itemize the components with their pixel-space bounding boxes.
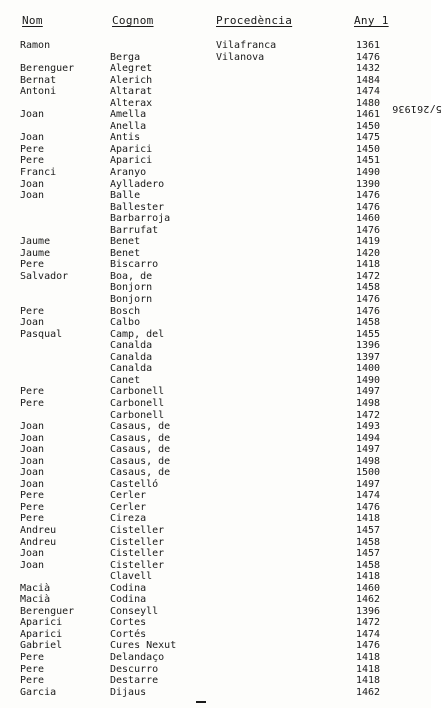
table-row (0, 513, 431, 525)
cell-nom: Joan (20, 109, 45, 121)
table-row (0, 63, 431, 75)
cell-cognom: Destarre (110, 675, 159, 687)
table-row (0, 640, 431, 652)
cell-nom: Aparici (20, 628, 63, 640)
cell-nom: Salvador (20, 270, 69, 282)
cell-any: 1494 (356, 432, 381, 444)
cell-any: 1476 (356, 501, 381, 513)
cell-nom: Pere (20, 501, 45, 513)
table-row (0, 363, 431, 375)
cell-cognom: Cerler (110, 501, 147, 513)
cell-cognom: Aparici (110, 143, 153, 155)
cell-nom: Andreu (20, 524, 57, 536)
cell-any: 1476 (356, 51, 381, 63)
cell-cognom: Carbonell (110, 386, 165, 398)
cell-any: 1418 (356, 663, 381, 675)
cell-cognom: Berga (110, 51, 141, 63)
cell-cognom: Balle (110, 190, 141, 202)
table-row (0, 571, 431, 583)
cell-any: 1418 (356, 259, 381, 271)
cell-cognom: Descurro (110, 663, 159, 675)
cell-nom: Pere (20, 513, 45, 525)
table-row (0, 617, 431, 629)
cell-any: 1457 (356, 548, 381, 560)
cell-nom: Antoni (20, 86, 57, 98)
cell-any: 1490 (356, 167, 381, 179)
cell-any: 1458 (356, 317, 381, 329)
table-row (0, 398, 431, 410)
cell-any: 1474 (356, 628, 381, 640)
table-row (0, 236, 431, 248)
cell-nom: Garcia (20, 686, 57, 698)
table-row (0, 490, 431, 502)
cell-cognom: Cerler (110, 490, 147, 502)
cell-any: 1458 (356, 536, 381, 548)
cell-any: 1476 (356, 305, 381, 317)
cell-any: 1450 (356, 120, 381, 132)
cell-nom: Ramon (20, 40, 51, 51)
cell-nom: Berenguer (20, 605, 75, 617)
cell-cognom: Casaus, de (110, 467, 171, 479)
cell-any: 1418 (356, 675, 381, 687)
cell-cognom: Biscarro (110, 259, 159, 271)
table-row (0, 675, 431, 687)
cell-any: 1461 (356, 109, 381, 121)
cell-cognom: Benet (110, 236, 141, 248)
cell-cognom: Cortes (110, 617, 147, 629)
cell-nom: Joan (20, 432, 45, 444)
table-row (0, 467, 431, 479)
cell-cognom: Aranyo (110, 167, 147, 179)
cell-any: 1396 (356, 340, 381, 352)
cell-nom: Joan (20, 444, 45, 456)
cell-any: 1498 (356, 397, 381, 409)
cell-nom: Franci (20, 167, 57, 179)
cell-nom: Joan (20, 455, 45, 467)
table-row (0, 75, 431, 87)
cell-cognom: Altarat (110, 86, 153, 98)
cell-cognom: Conseyll (110, 605, 159, 617)
table-row (0, 375, 431, 387)
table-row (0, 652, 431, 664)
table-row (0, 294, 431, 306)
page-footer-mark (196, 701, 206, 707)
header-any: Any 1 (354, 14, 389, 27)
cell-any: 1460 (356, 213, 381, 225)
cell-nom: Joan (20, 467, 45, 479)
cell-any: 1476 (356, 640, 381, 652)
cell-any: 1493 (356, 421, 381, 433)
cell-cognom: Casaus, de (110, 432, 171, 444)
table-row (0, 433, 431, 445)
table-row (0, 352, 431, 364)
cell-cognom: Bosch (110, 305, 141, 317)
cell-any: 1500 (356, 467, 381, 479)
cell-nom: Pere (20, 663, 45, 675)
cell-nom: Jaume (20, 247, 51, 259)
cell-any: 1498 (356, 455, 381, 467)
cell-cognom: Anella (110, 120, 147, 132)
cell-nom: Berenguer (20, 63, 75, 75)
table-row (0, 687, 431, 699)
table-row (0, 594, 431, 606)
cell-nom: Joan (20, 478, 45, 490)
cell-nom: Joan (20, 132, 45, 144)
cell-procedencia: Vilanova (216, 51, 265, 63)
table-row (0, 317, 431, 329)
cell-cognom: Delandaço (110, 651, 165, 663)
cell-any: 1484 (356, 74, 381, 86)
cell-cognom: Cisteller (110, 559, 165, 571)
table-row (0, 98, 431, 110)
header-nom: Nom (22, 14, 43, 27)
cell-nom: Pere (20, 155, 45, 167)
cell-cognom: Benet (110, 247, 141, 259)
cell-any: 1460 (356, 582, 381, 594)
table-row (0, 548, 431, 560)
table-row (0, 664, 431, 676)
cell-nom: Pere (20, 305, 45, 317)
cell-any: 1462 (356, 686, 381, 698)
cell-cognom: Barrufat (110, 224, 159, 236)
cell-nom: Joan (20, 421, 45, 433)
cell-cognom: Canalda (110, 340, 153, 352)
table-row (0, 306, 431, 318)
cell-any: 1472 (356, 409, 381, 421)
table-row (0, 40, 431, 52)
cell-nom: Joan (20, 317, 45, 329)
cell-nom: Joan (20, 178, 45, 190)
cell-cognom: Camp, del (110, 328, 165, 340)
table-row (0, 456, 431, 468)
cell-any: 1480 (356, 97, 381, 109)
table-row (0, 444, 431, 456)
cell-any: 1490 (356, 374, 381, 386)
table-row (0, 386, 431, 398)
table-row (0, 537, 431, 549)
cell-cognom: Aparici (110, 155, 153, 167)
cell-nom: Bernat (20, 74, 57, 86)
cell-nom: Joan (20, 559, 45, 571)
cell-cognom: Codina (110, 582, 147, 594)
table-row (0, 329, 431, 341)
cell-cognom: Barbarroja (110, 213, 171, 225)
cell-any: 1400 (356, 363, 381, 375)
table-row (0, 560, 431, 572)
cell-any: 1455 (356, 328, 381, 340)
cell-any: 1397 (356, 351, 381, 363)
table-row (0, 155, 431, 167)
cell-any: 1476 (356, 201, 381, 213)
cell-any: 1396 (356, 605, 381, 617)
table-row (0, 109, 431, 121)
cell-cognom: Bonjorn (110, 282, 153, 294)
table-row (0, 121, 431, 133)
cell-nom: Aparici (20, 617, 63, 629)
table-row (0, 225, 431, 237)
table-row (0, 167, 431, 179)
cell-cognom: Carbonell (110, 409, 165, 421)
table-row (0, 132, 431, 144)
cell-cognom: Cisteller (110, 548, 165, 560)
cell-any: 1458 (356, 282, 381, 294)
table-row (0, 479, 431, 491)
cell-any: 1418 (356, 571, 381, 583)
cell-any: 1497 (356, 386, 381, 398)
cell-any: 1451 (356, 155, 381, 167)
cell-cognom: Castelló (110, 478, 159, 490)
cell-cognom: Cortés (110, 628, 147, 640)
table-row (0, 52, 431, 64)
cell-cognom: Canalda (110, 351, 153, 363)
cell-any: 1475 (356, 132, 381, 144)
cell-any: 1476 (356, 294, 381, 306)
cell-nom: Gabriel (20, 640, 63, 652)
cell-cognom: Carbonell (110, 397, 165, 409)
cell-nom: Pere (20, 675, 45, 687)
cell-nom: Pere (20, 651, 45, 663)
cell-nom: Jaume (20, 236, 51, 248)
cell-procedencia: Vilafranca (216, 40, 277, 51)
cell-cognom: Codina (110, 594, 147, 606)
cell-cognom: Ballester (110, 201, 165, 213)
cell-any: 1450 (356, 143, 381, 155)
table-row (0, 259, 431, 271)
table-row (0, 202, 431, 214)
table-row (0, 179, 431, 191)
cell-any: 1432 (356, 63, 381, 75)
cell-cognom: Cures Nexut (110, 640, 177, 652)
cell-cognom: Dijaus (110, 686, 147, 698)
records-list (0, 40, 431, 698)
cell-cognom: Cisteller (110, 524, 165, 536)
cell-cognom: Clavell (110, 571, 153, 583)
cell-any: 1418 (356, 513, 381, 525)
cell-any: 1474 (356, 86, 381, 98)
margin-annotation: 5/261936 (392, 103, 442, 114)
cell-cognom: Cisteller (110, 536, 165, 548)
cell-nom: Pere (20, 490, 45, 502)
table-row (0, 606, 431, 618)
cell-any: 1474 (356, 490, 381, 502)
cell-any: 1458 (356, 559, 381, 571)
cell-cognom: Boa, de (110, 270, 153, 282)
cell-nom: Pere (20, 259, 45, 271)
cell-cognom: Bonjorn (110, 294, 153, 306)
cell-nom: Pere (20, 397, 45, 409)
cell-nom: Macià (20, 582, 51, 594)
table-row (0, 248, 431, 260)
table-row (0, 86, 431, 98)
cell-nom: Pere (20, 143, 45, 155)
cell-cognom: Canet (110, 374, 141, 386)
cell-any: 1476 (356, 224, 381, 236)
cell-nom: Pere (20, 386, 45, 398)
table-row (0, 282, 431, 294)
cell-any: 1361 (356, 40, 381, 51)
table-row (0, 629, 431, 641)
header-cognom: Cognom (112, 14, 154, 27)
cell-any: 1457 (356, 524, 381, 536)
cell-cognom: Alegret (110, 63, 153, 75)
cell-nom: Joan (20, 548, 45, 560)
table-row (0, 144, 431, 156)
cell-cognom: Calbo (110, 317, 141, 329)
cell-any: 1418 (356, 651, 381, 663)
cell-cognom: Aylladero (110, 178, 165, 190)
table-row (0, 410, 431, 422)
table-row (0, 271, 431, 283)
cell-any: 1497 (356, 444, 381, 456)
cell-cognom: Amella (110, 109, 147, 121)
cell-any: 1419 (356, 236, 381, 248)
table-row (0, 502, 431, 514)
table-row (0, 525, 431, 537)
cell-cognom: Antis (110, 132, 141, 144)
table-row (0, 190, 431, 202)
cell-any: 1497 (356, 478, 381, 490)
table-row (0, 421, 431, 433)
cell-any: 1390 (356, 178, 381, 190)
table-row (0, 213, 431, 225)
cell-cognom: Alerich (110, 74, 153, 86)
cell-any: 1472 (356, 270, 381, 282)
cell-nom: Andreu (20, 536, 57, 548)
cell-any: 1476 (356, 190, 381, 202)
cell-cognom: Cireza (110, 513, 147, 525)
table-row (0, 340, 431, 352)
cell-nom: Joan (20, 190, 45, 202)
cell-any: 1472 (356, 617, 381, 629)
cell-any: 1462 (356, 594, 381, 606)
cell-any: 1420 (356, 247, 381, 259)
cell-nom: Macià (20, 594, 51, 606)
cell-cognom: Alterax (110, 97, 153, 109)
cell-cognom: Canalda (110, 363, 153, 375)
cell-cognom: Casaus, de (110, 421, 171, 433)
table-row (0, 583, 431, 595)
cell-cognom: Casaus, de (110, 455, 171, 467)
header-procedencia: Procedència (216, 14, 293, 27)
cell-cognom: Casaus, de (110, 444, 171, 456)
cell-nom: Pasqual (20, 328, 63, 340)
